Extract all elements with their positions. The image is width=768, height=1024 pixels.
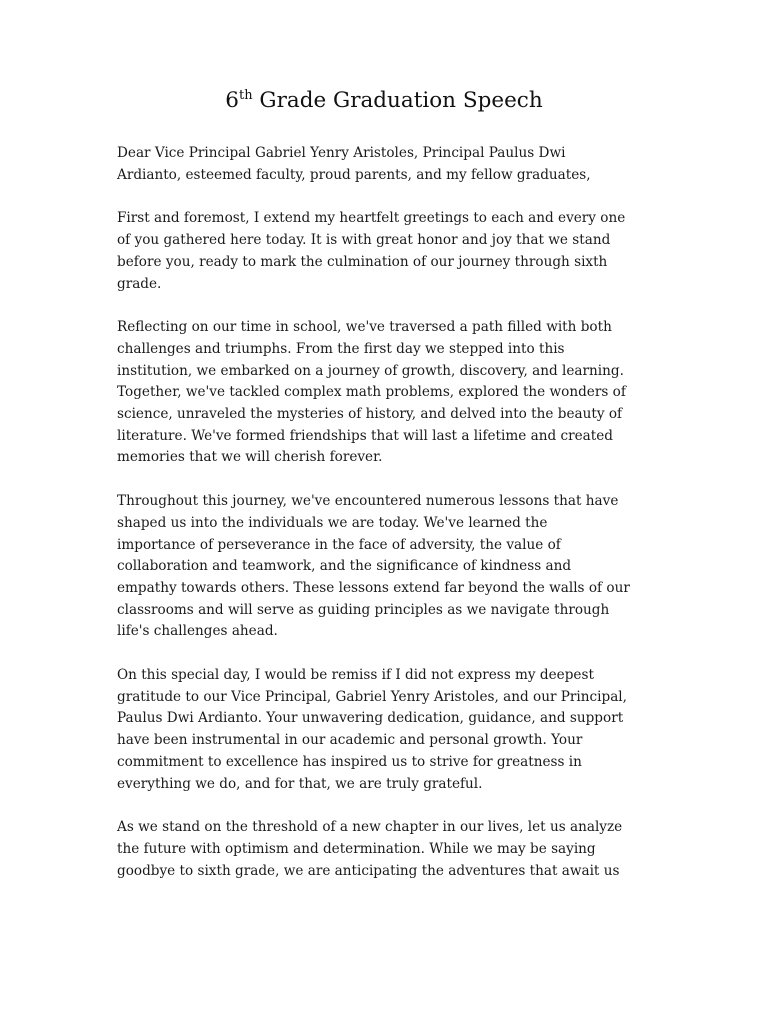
text-line: Reflecting on our time in school, we've traversed a path filled with both (117, 319, 612, 336)
text-line: Dear Vice Principal Gabriel Yenry Aristoles, Principal Paulus Dwi (117, 145, 566, 161)
paragraph-salutation (117, 143, 657, 186)
text-line: of you gathered here today. It is with great honor and joy that we stand (117, 232, 611, 249)
paragraph-reflection (117, 317, 657, 469)
paragraph-future (117, 817, 657, 882)
text-line: before you, ready to mark the culmination of our journey through sixth (117, 253, 608, 270)
text-line: challenges and triumphs. From the first day we stepped into this (117, 340, 565, 357)
text-line: literature. We've formed friendships that will last a lifetime and created (117, 427, 613, 444)
text-line: As we stand on the threshold of a new chapter in our lives, let us analyze (117, 819, 623, 836)
text-line: the future with optimism and determination. While we may be saying (117, 840, 596, 857)
text-line: Together, we've tackled complex math problems, explored the wonders of (117, 384, 626, 401)
title-number: 6 (225, 88, 239, 113)
title-ordinal-suffix: th (238, 88, 253, 103)
title-text: Grade Graduation Speech (252, 88, 543, 113)
text-line: grade. (117, 275, 162, 292)
text-line: Throughout this journey, we've encountered numerous lessons that have (117, 493, 619, 510)
text-line: institution, we embarked on a journey of growth, discovery, and learning. (117, 362, 624, 379)
paragraph-gratitude (117, 665, 657, 795)
text-line: have been instrumental in our academic and personal growth. Your (117, 732, 583, 749)
text-line: shaped us into the individuals we are today. We've learned the (117, 514, 548, 531)
text-line: collaboration and teamwork, and the significance of kindness and (117, 558, 572, 575)
text-line: importance of perseverance in the face of adversity, the value of (117, 536, 561, 553)
text-line: everything we do, and for that, we are truly grateful. (117, 775, 483, 792)
text-line: gratitude to our Vice Principal, Gabriel Yenry Aristoles, and our Principal, (117, 688, 627, 705)
paragraph-lessons (117, 491, 657, 643)
text-line: classrooms and will serve as guiding principles as we navigate through (117, 601, 610, 618)
paragraph-greeting (117, 208, 657, 295)
text-line: science, unraveled the mysteries of history, and delved into the beauty of (117, 406, 623, 423)
text-line: life's challenges ahead. (117, 623, 278, 640)
page-title (0, 86, 768, 119)
text-line: commitment to excellence has inspired us to strive for greatness in (117, 753, 582, 770)
text-line: On this special day, I would be remiss if I did not express my deepest (117, 667, 594, 684)
text-line: goodbye to sixth grade, we are anticipating the adventures that await us (117, 862, 620, 879)
text-line: Paulus Dwi Ardianto. Your unwavering dedication, guidance, and support (117, 710, 624, 727)
speech-body (117, 143, 657, 904)
text-line: Ardianto, esteemed faculty, proud parents, and my fellow graduates, (117, 166, 591, 183)
text-line: First and foremost, I extend my heartfelt greetings to each and every one (117, 210, 626, 227)
text-line: empathy towards others. These lessons extend far beyond the walls of our (117, 579, 630, 596)
text-line: memories that we will cherish forever. (117, 449, 383, 466)
